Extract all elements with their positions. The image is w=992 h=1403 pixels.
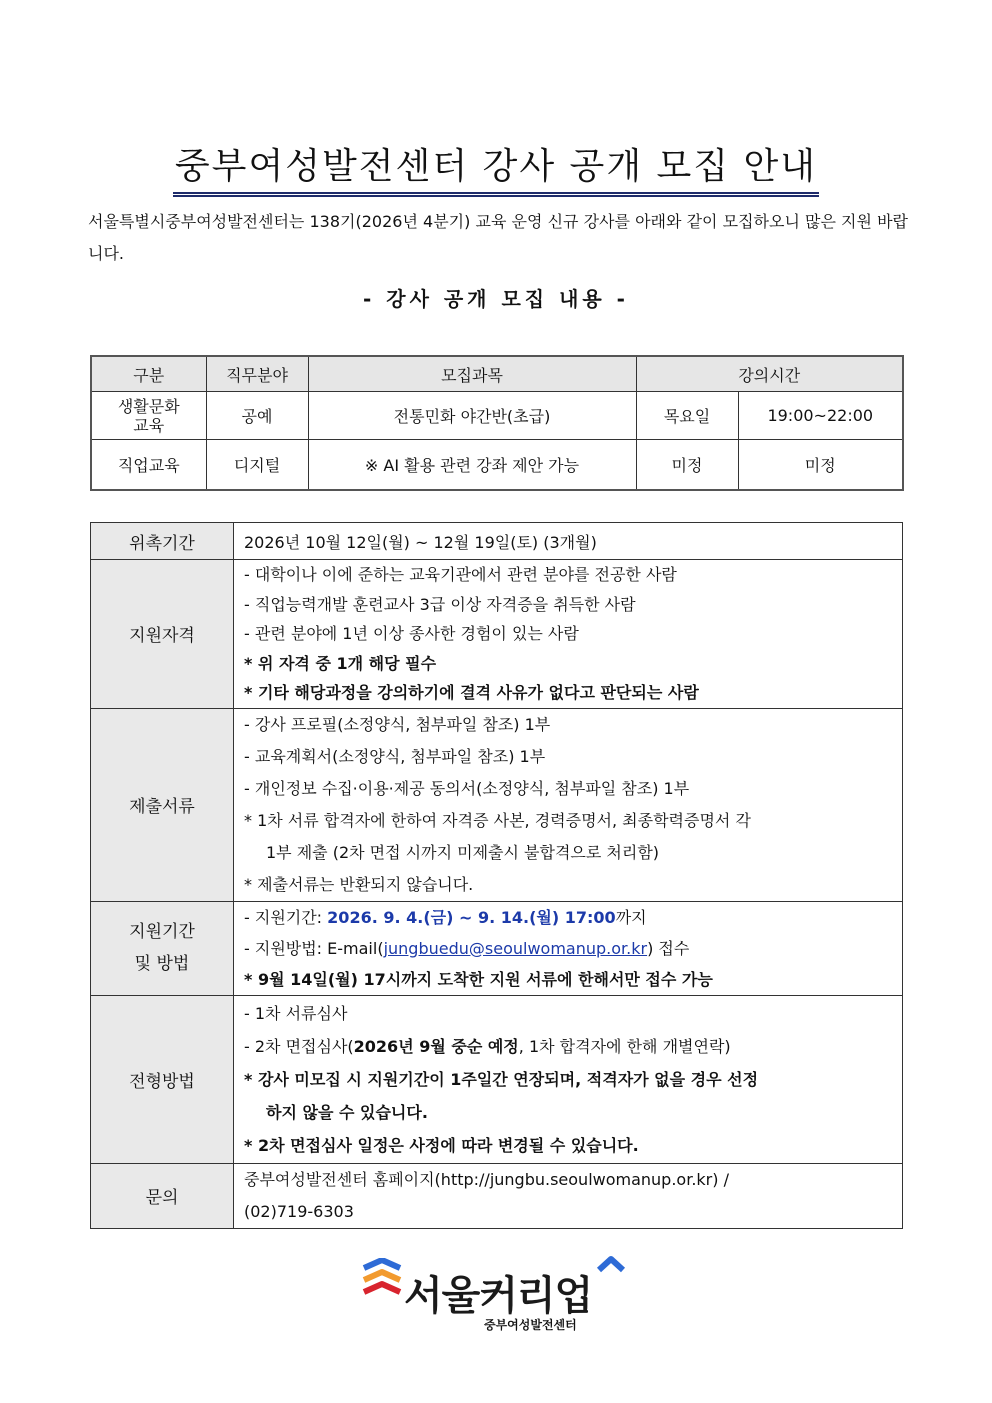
table-cell: 전통민화 야간반(초급) <box>308 392 636 440</box>
list-item: 1부 제출 (2차 면접 시까지 미제출시 불합격으로 처리함) <box>266 842 660 862</box>
logo-arrow-icon <box>596 1254 626 1274</box>
logo <box>360 1252 630 1337</box>
selection-label: 전형방법 <box>91 995 234 1163</box>
contact-label: 문의 <box>91 1163 234 1228</box>
apply-period-suffix: 까지 <box>615 907 647 927</box>
qualification-label: 지원자격 <box>91 560 234 709</box>
qualification-value <box>234 560 903 709</box>
intro-paragraph: 서울특별시중부여성발전센터는 138기(2026년 4분기) 교육 운영 신규 강사를 아래와 같이 모집하오니 많은 지원 바랍니다. <box>88 212 908 263</box>
apply-method-prefix: - 지원방법: E-mail( <box>244 938 384 958</box>
apply-method-suffix: ) 접수 <box>647 938 690 958</box>
documents-value <box>234 708 903 901</box>
apply-method-line <box>244 933 902 964</box>
table-cell: ※ AI 활용 관련 강좌 제안 가능 <box>308 440 636 490</box>
row-qualification <box>91 560 903 709</box>
table-cell: 생활문화 교육 <box>91 392 206 440</box>
table-cell: 19:00~22:00 <box>738 392 903 440</box>
list-item: * 위 자격 중 1개 해당 필수 <box>244 653 437 673</box>
header-subject: 모집과목 <box>308 356 636 392</box>
list-item: - 대학이나 이에 준하는 교육기관에서 관련 분야를 전공한 사람 <box>244 565 677 584</box>
list-item: - 직업능력개발 훈련교사 3급 이상 자격증을 취득한 사람 <box>244 594 636 614</box>
details-table <box>90 522 903 1229</box>
table-cell: 목요일 <box>636 392 738 440</box>
row-contact <box>91 1163 903 1228</box>
table-row <box>91 392 903 440</box>
list-item: - 개인정보 수집·이용·제공 동의서(소정양식, 첨부파일 참조) 1부 <box>244 778 690 798</box>
table-cell: 공예 <box>206 392 308 440</box>
list-item: - 2차 면접심사(2026년 9월 중순 예정, 1차 합격자에 한해 개별연락) <box>244 1036 731 1056</box>
table-cell: 직업교육 <box>91 440 206 490</box>
list-item: * 2차 면접심사 일정은 사정에 따라 변경될 수 있습니다. <box>244 1135 639 1155</box>
table-cell: 미정 <box>636 440 738 490</box>
list-item: * 제출서류는 반환되지 않습니다. <box>244 874 474 894</box>
apply-note: * 9월 14일(월) 17시까지 도착한 지원 서류에 한해서만 접수 가능 <box>244 969 713 989</box>
document-title: 중부여성발전센터 강사 공개 모집 안내 <box>0 138 992 197</box>
period-label: 위촉기간 <box>91 523 234 560</box>
apply-label <box>91 901 234 995</box>
apply-label-line1: 지원기간 <box>129 922 195 942</box>
section-subheading: - 강사 공개 모집 내용 - <box>363 287 629 311</box>
list-item: * 강사 미모집 시 지원기간이 1주일간 연장되며, 적격자가 없을 경우 선정 <box>244 1069 759 1089</box>
table-row <box>91 440 903 490</box>
row-selection <box>91 995 903 1163</box>
list-item: 하지 않을 수 있습니다. <box>266 1102 428 1122</box>
table-cell: 미정 <box>738 440 903 490</box>
course-table <box>90 355 904 491</box>
documents-label: 제출서류 <box>91 708 234 901</box>
row-documents <box>91 708 903 901</box>
header-time: 강의시간 <box>636 356 903 392</box>
logo-wordmark: 서울커리업 <box>404 1273 593 1319</box>
email-link[interactable]: jungbuedu@seoulwomanup.or.kr <box>383 938 648 958</box>
row-apply <box>91 901 903 995</box>
apply-period-dates: 2026. 9. 4.(금) ~ 9. 14.(월) 17:00 <box>327 907 616 927</box>
contact-value <box>234 1163 903 1228</box>
row-period <box>91 523 903 560</box>
logo-org-name: 중부여성발전센터 <box>484 1318 577 1332</box>
header-category: 구분 <box>91 356 206 392</box>
interview-date: 2026년 9월 중순 예정 <box>353 1036 519 1056</box>
apply-period-prefix: - 지원기간: <box>244 907 328 927</box>
period-value: 2026년 10월 12일(월) ~ 12월 19일(토) (3개월) <box>234 523 903 560</box>
selection-value <box>234 995 903 1163</box>
apply-label-line2: 및 방법 <box>134 954 190 974</box>
apply-period-line <box>244 902 902 933</box>
apply-value <box>234 901 903 995</box>
homepage-line: 중부여성발전센터 홈페이지(http://jungbu.seoulwomanup.or.kr) / <box>244 1169 729 1189</box>
list-item: * 1차 서류 합격자에 한하여 자격증 사본, 경력증명서, 최종학력증명서 각 <box>244 810 751 830</box>
list-item: - 교육계획서(소정양식, 첨부파일 참조) 1부 <box>244 746 546 766</box>
list-item: - 1차 서류심사 <box>244 1003 348 1023</box>
course-table-header <box>91 356 903 392</box>
logo-mark-icon <box>360 1258 410 1310</box>
list-item: * 기타 해당과정을 강의하기에 결격 사유가 없다고 판단되는 사람 <box>244 683 699 702</box>
phone-line: (02)719-6303 <box>244 1201 354 1221</box>
list-item: - 강사 프로필(소정양식, 첨부파일 참조) 1부 <box>244 714 551 734</box>
header-field: 직무분야 <box>206 356 308 392</box>
table-cell: 디지털 <box>206 440 308 490</box>
list-item: - 관련 분야에 1년 이상 종사한 경험이 있는 사람 <box>244 624 579 643</box>
